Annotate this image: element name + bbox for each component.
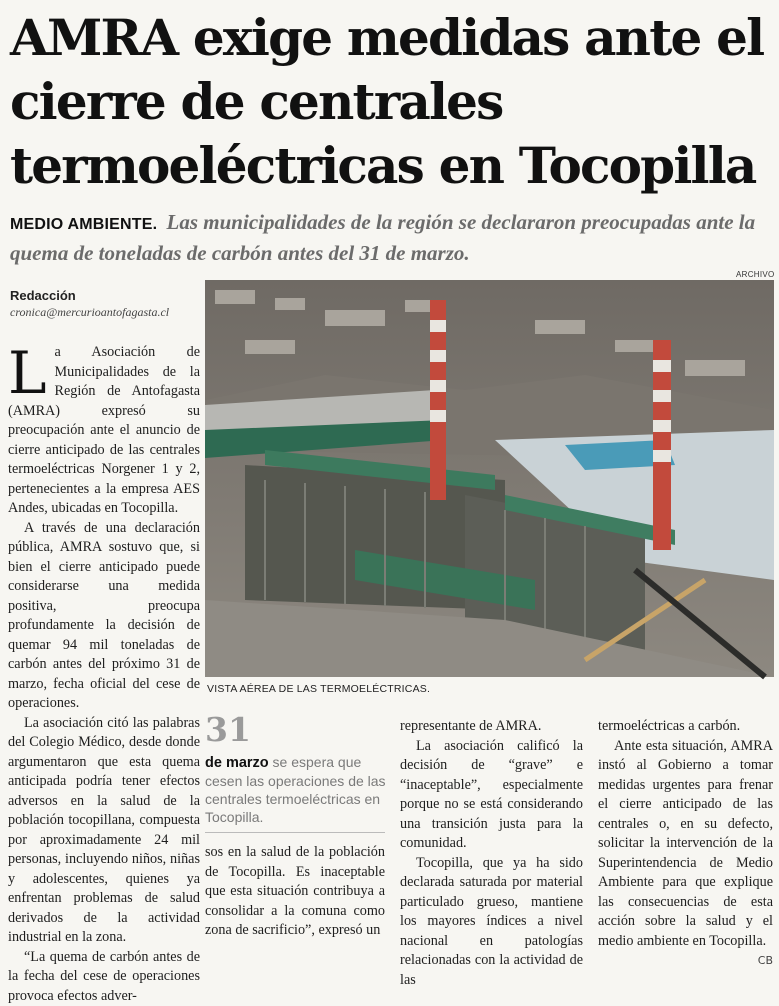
byline-email: cronica@mercurioantofagasta.cl	[10, 305, 200, 320]
paragraph-5: sos en la salud de la población de Tocopilla. Es inaceptable que esta situación contribuya a consolidar a la comuna como zona de sacrificio”, expresó un	[205, 843, 385, 941]
headline-line-1: AMRA exige medidas ante el	[10, 6, 770, 70]
paragraph-8: Tocopilla, que ya ha sido declarada saturada por material particulado grueso, mantiene los mayores índices a nivel nacional en patologías relacionadas con la actividad de las	[400, 854, 583, 991]
photo-caption: VISTA AÉREA DE LAS TERMOELÉCTRICAS.	[207, 683, 430, 695]
power-plant-photo	[205, 280, 774, 677]
callout-divider	[205, 832, 385, 833]
paragraph-6: representante de AMRA.	[400, 717, 583, 737]
callout-number: 31	[205, 713, 387, 747]
paragraph-10-text: Ante esta situación, AMRA instó al Gobierno a tomar medidas urgentes para frenar el cierre anticipado de las centrales o, en su defecto, solicitar la intervención de la Superintendencia de Medio Ambiente para que explique las consecuencias de esta acción sobre la salud y el medio ambiente en Tocopilla.	[598, 738, 773, 949]
article-column-3	[400, 717, 583, 939]
deck-text: Las municipalidades de la región se declararon preocupadas ante la quema de toneladas de carbón antes del 31 de marzo.	[10, 210, 755, 265]
paragraph-3: La asociación citó las palabras del Colegio Médico, desde donde argumentaron que esta quema anticipada podría tener efectos adversos en la salud de la población tocopillana, compuesta por aproximadamente 24 mil personas, incluyendo niños, niñas y adolescentes, quienes ya enfrentan problemas de salud derivados de la actividad industrial en la zona.	[8, 714, 200, 948]
byline-author: Redacción	[10, 288, 200, 303]
power-plant-illustration	[205, 280, 774, 677]
headline-line-3: termoeléctricas en Tocopilla	[10, 134, 770, 198]
paragraph-7: La asociación calificó la decisión de “grave” e “inaceptable”, especialmente porque no se está considerando una transición justa para la comunidad.	[400, 737, 583, 854]
paragraph-9: termoeléctricas a carbón.	[598, 717, 773, 737]
paragraph-4: “La quema de carbón antes de la fecha del cese de operaciones provoca efectos adver-	[8, 948, 200, 1006]
callout-text	[205, 753, 387, 826]
callout-body: se espera que cesen las operaciones de las centrales termoeléctricas en Tocopilla.	[205, 754, 386, 825]
article-column-2	[205, 843, 385, 939]
section-kicker: MEDIO AMBIENTE.	[10, 216, 157, 233]
callout	[205, 713, 387, 826]
headline	[10, 6, 770, 198]
paragraph-2: A través de una declaración pública, AMRA sostuvo que, si bien el cierre anticipado puede considerarse una medida positiva, preocupa profundamente la decisión de quemar 94 mil toneladas de carbón antes del próximo 31 de marzo, fecha oficial del cese de operaciones.	[8, 519, 200, 714]
article-column-1	[8, 343, 200, 939]
headline-line-2: cierre de centrales	[10, 70, 770, 134]
end-mark: CB	[742, 951, 773, 971]
article-column-4	[598, 717, 773, 939]
callout-bold: de marzo	[205, 755, 269, 771]
paragraph-10	[598, 737, 773, 952]
photo-credit: ARCHIVO	[736, 270, 775, 279]
deck	[10, 208, 770, 267]
paragraph-1	[8, 343, 200, 519]
paragraph-1-text: a Asociación de Municipalidades de la Región de Antofagasta (AMRA) expresó su preocupación ante el anuncio de cierre anticipado de las centrales termoeléctricas Norgener 1 y 2, pertenecientes a la empresa AES Andes, ubicadas en Tocopilla.	[8, 344, 200, 516]
drop-cap: L	[8, 349, 47, 397]
